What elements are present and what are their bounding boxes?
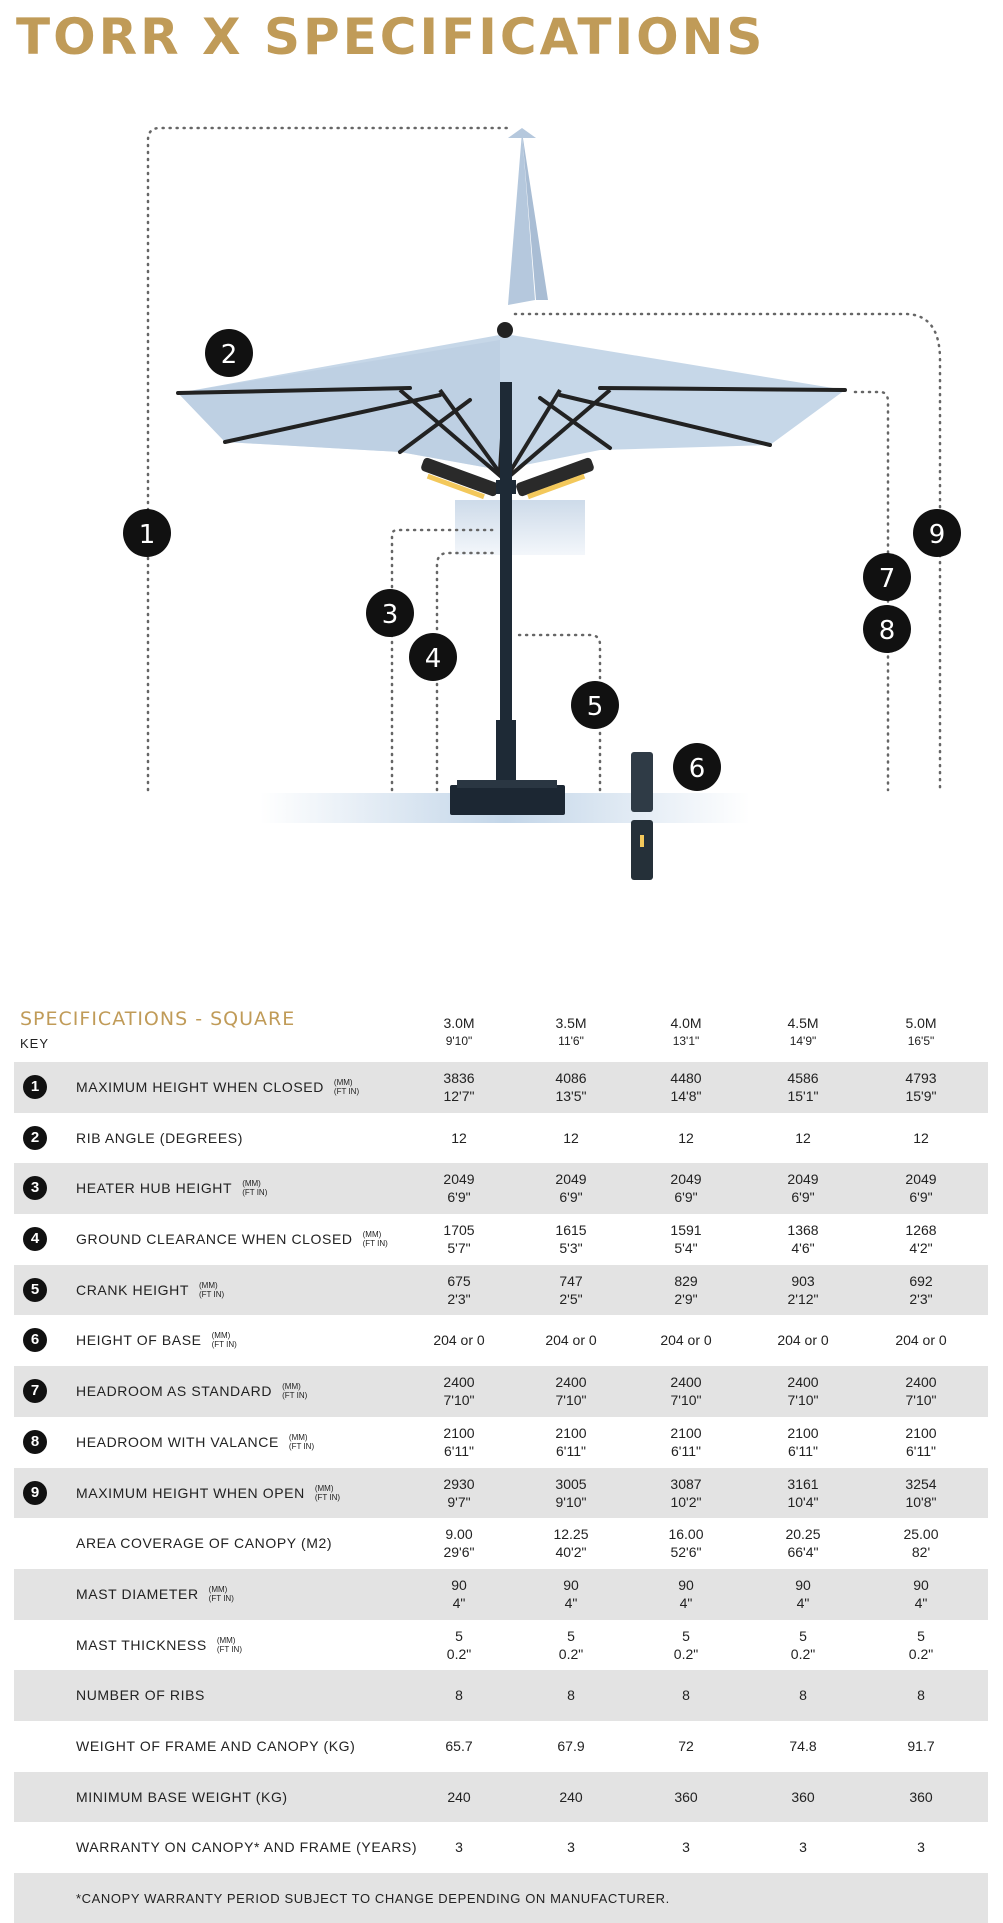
table-cell: 8 <box>567 1687 575 1704</box>
size-col-3: 4.0M 13'1" <box>670 1015 702 1048</box>
table-cell: 74.8 <box>789 1737 817 1754</box>
table-cell: 903 2'12" <box>787 1272 819 1307</box>
row-label <box>76 1214 388 1264</box>
row-units: (MM) (FT IN) <box>199 1280 225 1299</box>
table-cell: 3005 9'10" <box>555 1475 587 1510</box>
table-cell: 1268 4'2" <box>905 1222 937 1257</box>
table-row <box>14 1822 988 1873</box>
table-cell: 16.00 52'6" <box>668 1526 704 1561</box>
table-cell: 1368 4'6" <box>787 1222 819 1257</box>
row-label <box>76 1113 243 1163</box>
specifications-table <box>14 1062 988 1923</box>
table-cell: 12 <box>795 1129 811 1146</box>
table-cell: 2400 7'10" <box>905 1374 937 1409</box>
table-cell: 4086 13'5" <box>555 1070 587 1104</box>
umbrella-diagram <box>0 0 1003 900</box>
table-cell: 2400 7'10" <box>443 1374 475 1409</box>
table-cell: 12 <box>563 1129 579 1146</box>
row-label-text: RIB ANGLE (DEGREES) <box>76 1129 243 1146</box>
row-units: (MM) (FT IN) <box>333 1078 360 1096</box>
lower-sleeve-shape <box>455 500 585 555</box>
specifications-heading: SPECIFICATIONS - SQUARE <box>20 1008 296 1030</box>
table-row <box>14 1468 988 1519</box>
table-cell: 240 <box>559 1788 583 1805</box>
callout-2 <box>205 329 253 377</box>
callout-5 <box>571 681 619 729</box>
row-label <box>76 1772 288 1822</box>
svg-text:9: 9 <box>928 520 946 550</box>
row-label <box>76 1265 224 1315</box>
table-row <box>14 1670 988 1721</box>
row-label-text: CRANK HEIGHT <box>76 1281 189 1298</box>
table-cell: 4480 14'8" <box>670 1070 702 1104</box>
svg-text:2: 2 <box>220 340 238 370</box>
row-key-badge: 2 <box>23 1126 47 1150</box>
row-key-badge: 3 <box>23 1176 47 1200</box>
table-cell: 65.7 <box>445 1737 473 1754</box>
table-cell: 5 0.2" <box>790 1627 816 1662</box>
callout-1-label: 1 <box>138 520 156 550</box>
table-row <box>14 1265 988 1316</box>
table-cell: 90 4" <box>451 1576 467 1611</box>
row-label <box>76 1670 205 1720</box>
table-cell: 90 4" <box>678 1576 694 1611</box>
row-label-text: MAXIMUM HEIGHT WHEN CLOSED <box>76 1079 324 1095</box>
table-cell: 2049 6'9" <box>787 1171 819 1206</box>
size-col-2: 3.5M 11'6" <box>555 1015 587 1048</box>
table-cell: 1705 5'7" <box>443 1222 475 1257</box>
table-row <box>14 1366 988 1417</box>
table-cell: 12 <box>678 1129 694 1146</box>
callout-1 <box>123 509 171 557</box>
row-label <box>76 1721 355 1771</box>
table-cell: 5 0.2" <box>908 1627 934 1662</box>
row-label <box>76 1417 314 1467</box>
svg-text:4: 4 <box>424 644 442 674</box>
table-cell: 72 <box>678 1737 694 1754</box>
row-label-text: MAST THICKNESS <box>76 1636 207 1653</box>
table-row <box>14 1113 988 1164</box>
row-label-text: HEADROOM WITH VALANCE <box>76 1433 279 1450</box>
row-units: (MM) (FT IN) <box>288 1432 315 1451</box>
row-units: (MM) (FT IN) <box>242 1179 268 1198</box>
table-cell: 90 4" <box>795 1576 811 1611</box>
table-cell: 2100 6'11" <box>555 1424 587 1459</box>
table-cell: 3 <box>567 1839 575 1856</box>
row-label <box>76 1062 359 1112</box>
row-units: (MM) (FT IN) <box>362 1230 388 1249</box>
table-cell: 90 4" <box>913 1576 929 1611</box>
table-cell: 8 <box>799 1687 807 1704</box>
callout-3 <box>366 589 414 637</box>
size-col-4: 4.5M 14'9" <box>787 1015 819 1048</box>
row-units: (MM) (FT IN) <box>208 1584 234 1603</box>
table-cell: 25.00 82' <box>903 1526 939 1561</box>
table-cell: 829 2'9" <box>674 1272 698 1307</box>
row-label <box>76 1315 237 1365</box>
table-cell: 5 0.2" <box>673 1627 699 1662</box>
table-cell: 204 or 0 <box>895 1332 947 1349</box>
row-label-text: MAXIMUM HEIGHT WHEN OPEN <box>76 1484 305 1501</box>
size-col-1: 3.0M 9'10" <box>443 1015 475 1048</box>
row-key-badge: 8 <box>23 1430 47 1454</box>
row-label <box>76 1518 332 1568</box>
table-row <box>14 1163 988 1214</box>
table-cell: 3 <box>682 1839 690 1856</box>
row-label <box>76 1468 340 1518</box>
table-cell: 2100 6'11" <box>787 1424 819 1459</box>
row-units: (MM) (FT IN) <box>282 1382 308 1401</box>
table-cell: 2400 7'10" <box>787 1374 819 1409</box>
table-cell: 2049 6'9" <box>670 1171 702 1206</box>
table-cell: 12 <box>913 1129 929 1146</box>
table-cell: 2049 6'9" <box>905 1171 937 1206</box>
table-cell: 692 2'3" <box>909 1272 933 1307</box>
table-cell: 2100 6'11" <box>443 1424 475 1459</box>
table-cell: 3254 10'8" <box>905 1475 937 1510</box>
callout-4 <box>409 633 457 681</box>
row-key-badge: 6 <box>23 1328 47 1352</box>
row-label-text: NUMBER OF RIBS <box>76 1687 205 1704</box>
table-row <box>14 1721 988 1772</box>
svg-text:3: 3 <box>381 600 399 630</box>
page-title: TORR X SPECIFICATIONS <box>16 8 766 66</box>
table-cell: 747 2'5" <box>559 1272 583 1307</box>
table-row <box>14 1518 988 1569</box>
table-cell: 67.9 <box>557 1737 585 1754</box>
row-label-text: MAST DIAMETER <box>76 1585 199 1602</box>
table-cell: 3 <box>917 1839 925 1856</box>
size-header <box>0 1014 1003 1064</box>
svg-text:7: 7 <box>878 564 896 594</box>
table-cell: 204 or 0 <box>777 1332 829 1349</box>
table-cell: 4793 15'9" <box>905 1070 937 1104</box>
callout-9 <box>913 509 961 557</box>
row-label-text: WARRANTY ON CANOPY* AND FRAME (YEARS) <box>76 1839 418 1856</box>
table-cell: 360 <box>674 1788 698 1805</box>
callout-6 <box>673 743 721 791</box>
row-units: (MM) (FT IN) <box>211 1331 237 1350</box>
table-cell: 2049 6'9" <box>555 1171 587 1206</box>
row-key-badge: 1 <box>23 1075 47 1099</box>
row-units: (MM) (FT IN) <box>216 1635 242 1654</box>
table-cell: 3 <box>799 1839 807 1856</box>
table-row <box>14 1214 988 1265</box>
table-cell: 360 <box>791 1788 815 1805</box>
table-cell: 1615 5'3" <box>555 1222 587 1257</box>
table-cell: 12.25 40'2" <box>553 1526 589 1561</box>
row-label <box>76 1366 307 1416</box>
row-label-text: HEIGHT OF BASE <box>76 1332 202 1349</box>
table-cell: 240 <box>447 1788 471 1805</box>
svg-text:8: 8 <box>878 616 896 646</box>
table-cell: 91.7 <box>907 1737 935 1754</box>
base <box>450 785 565 815</box>
table-cell: 2100 6'11" <box>670 1424 702 1459</box>
table-cell: 8 <box>917 1687 925 1704</box>
table-cell: 4586 15'1" <box>787 1070 819 1104</box>
table-cell: 204 or 0 <box>545 1332 597 1349</box>
row-label-text: HEADROOM AS STANDARD <box>76 1383 273 1400</box>
key-label: KEY <box>20 1036 50 1051</box>
table-cell: 3087 10'2" <box>670 1475 702 1510</box>
footnote-text: *CANOPY WARRANTY PERIOD SUBJECT TO CHANGE DEPENDING ON MANUFACTURER. <box>76 1890 670 1906</box>
table-cell: 3161 10'4" <box>787 1475 819 1510</box>
table-cell: 20.25 66'4" <box>785 1526 821 1561</box>
table-cell: 5 0.2" <box>446 1627 472 1662</box>
svg-text:6: 6 <box>688 754 706 784</box>
row-label-text: AREA COVERAGE OF CANOPY (M2) <box>76 1535 333 1552</box>
row-label <box>76 1569 234 1619</box>
row-key-badge: 5 <box>23 1278 47 1302</box>
row-label <box>76 1822 417 1872</box>
table-cell: 2400 7'10" <box>670 1374 702 1409</box>
table-cell: 2400 7'10" <box>555 1374 587 1409</box>
row-label-text: MINIMUM BASE WEIGHT (KG) <box>76 1788 288 1805</box>
table-cell: 2049 6'9" <box>443 1171 475 1206</box>
table-cell: 204 or 0 <box>660 1332 712 1349</box>
table-cell: 8 <box>682 1687 690 1704</box>
table-cell: 2100 6'11" <box>905 1424 937 1459</box>
row-label-text: GROUND CLEARANCE WHEN CLOSED <box>76 1231 353 1248</box>
row-key-badge: 9 <box>23 1481 47 1505</box>
table-row <box>14 1772 988 1823</box>
svg-text:5: 5 <box>586 692 604 722</box>
table-row <box>14 1315 988 1366</box>
table-cell: 3 <box>455 1839 463 1856</box>
table-row <box>14 1062 988 1113</box>
footnote-row <box>14 1873 988 1923</box>
table-cell: 1591 5'4" <box>670 1222 702 1257</box>
table-cell: 204 or 0 <box>433 1332 485 1349</box>
table-row <box>14 1417 988 1468</box>
table-cell: 2930 9'7" <box>443 1475 475 1510</box>
callout-8 <box>863 605 911 653</box>
ground-socket <box>631 752 653 812</box>
row-units: (MM) (FT IN) <box>314 1483 341 1502</box>
table-cell: 12 <box>451 1129 467 1146</box>
table-cell: 9.00 29'6" <box>443 1526 475 1561</box>
row-key-badge: 4 <box>23 1227 47 1251</box>
table-cell: 675 2'3" <box>447 1272 471 1307</box>
table-cell: 360 <box>909 1788 933 1805</box>
callout-7 <box>863 553 911 601</box>
row-label-text: HEATER HUB HEIGHT <box>76 1180 233 1197</box>
row-key-badge: 7 <box>23 1379 47 1403</box>
size-col-5: 5.0M 16'5" <box>905 1015 937 1048</box>
table-cell: 3836 12'7" <box>443 1070 475 1104</box>
table-cell: 5 0.2" <box>558 1627 584 1662</box>
table-cell: 90 4" <box>563 1576 579 1611</box>
row-label-text: WEIGHT OF FRAME AND CANOPY (KG) <box>76 1737 356 1754</box>
row-label <box>76 1163 267 1213</box>
row-label <box>76 1620 242 1670</box>
table-row <box>14 1620 988 1671</box>
table-row <box>14 1569 988 1620</box>
table-cell: 8 <box>455 1687 463 1704</box>
